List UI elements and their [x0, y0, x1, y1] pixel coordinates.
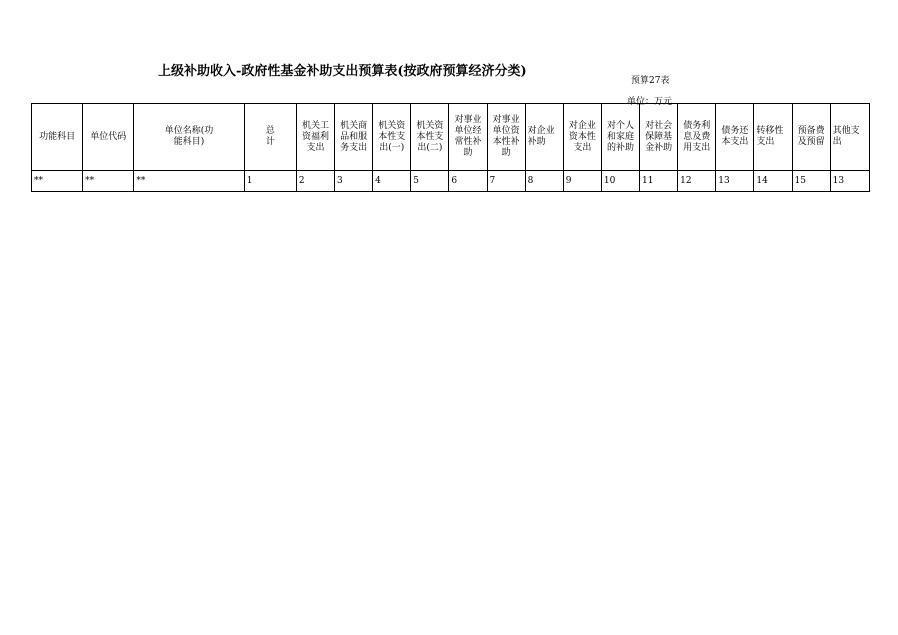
header-cell: 对企业补助: [525, 104, 563, 171]
budget-table: [31, 103, 870, 192]
header-cell: 其他支出: [830, 104, 869, 171]
table-cell: 6: [449, 171, 487, 192]
header-cell: 债务利息及费用支出: [678, 104, 716, 171]
table-cell: 9: [563, 171, 601, 192]
table-cell: 13: [716, 171, 754, 192]
header-cell: 机关资本性支出(二): [411, 104, 449, 171]
form-number: 预算27表: [631, 76, 670, 86]
header-cell: 总计: [244, 104, 296, 171]
header-cell: 单位名称(功能科目): [134, 104, 244, 171]
header-cell: 机关商品和服务支出: [335, 104, 373, 171]
table-cell: 2: [296, 171, 334, 192]
header-cell: 单位代码: [83, 104, 134, 171]
header-row: [32, 104, 870, 171]
header-cell: 债务还本支出: [716, 104, 754, 171]
header-cell: 对事业单位资本性补助: [487, 104, 525, 171]
header-cell: 对事业单位经常性补助: [449, 104, 487, 171]
table-cell: 4: [373, 171, 411, 192]
header-cell: 对社会保障基金补助: [640, 104, 678, 171]
header-cell: 对企业资本性支出: [563, 104, 601, 171]
table-cell: **: [83, 171, 134, 192]
header-cell: 功能科目: [32, 104, 83, 171]
header-cell: 转移性支出: [754, 104, 792, 171]
table-cell: 3: [335, 171, 373, 192]
table-cell: 14: [754, 171, 792, 192]
table-cell: 13: [830, 171, 869, 192]
table-row: [32, 171, 870, 192]
header-cell: 对个人和家庭的补助: [601, 104, 639, 171]
table-cell: 7: [487, 171, 525, 192]
header-cell: 机关资本性支出(一): [373, 104, 411, 171]
header-cell: 机关工资福利支出: [296, 104, 334, 171]
table-cell: 5: [411, 171, 449, 192]
table-cell: 11: [640, 171, 678, 192]
table-cell: 10: [601, 171, 639, 192]
header-cell: 预备费及预留: [792, 104, 830, 171]
report-title: 上级补助收入-政府性基金补助支出预算表(按政府预算经济分类): [158, 64, 527, 79]
unit-label: 单位：万元: [627, 97, 673, 107]
table-cell: 15: [792, 171, 830, 192]
table-cell: 1: [244, 171, 296, 192]
table-cell: **: [32, 171, 83, 192]
table-cell: **: [134, 171, 244, 192]
table-cell: 8: [525, 171, 563, 192]
table-cell: 12: [678, 171, 716, 192]
